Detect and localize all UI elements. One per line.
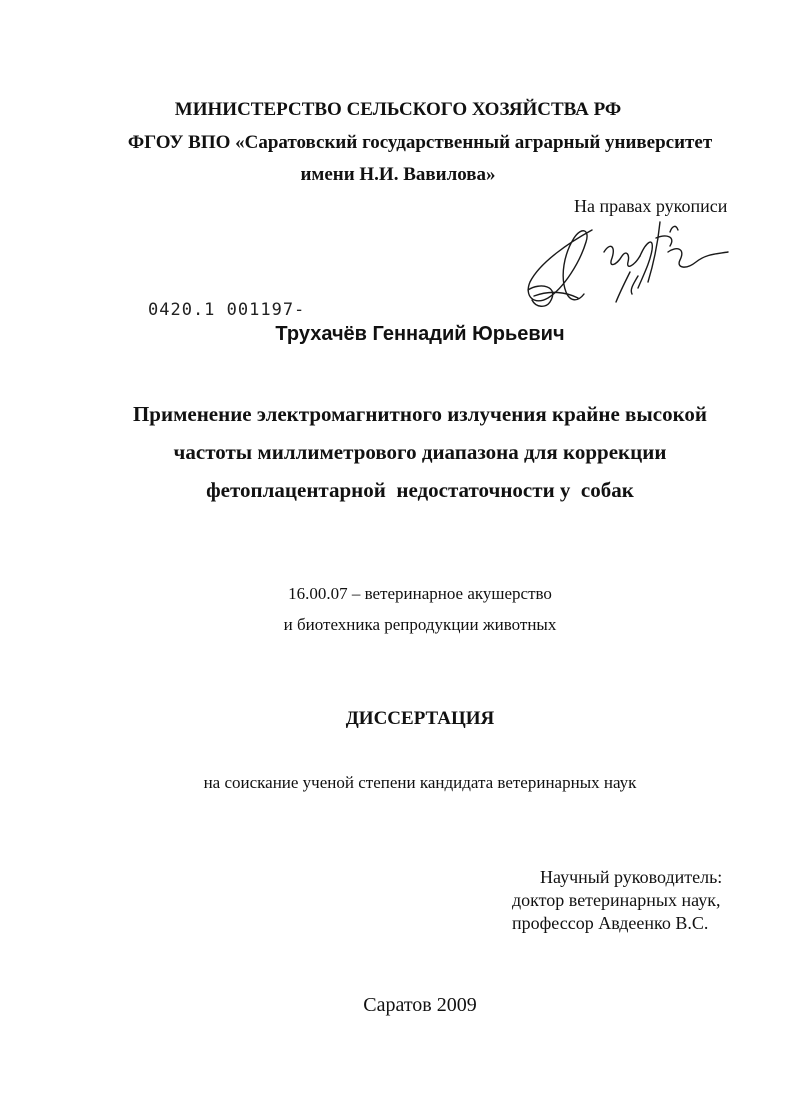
city-year: Саратов 2009 bbox=[363, 994, 477, 1016]
document-type: ДИССЕРТАЦИЯ bbox=[345, 708, 495, 729]
title-line-1: Применение электромагнитного излучения крайне высокой bbox=[132, 402, 708, 426]
degree-sought: на соискание ученой степени кандидата ветеринарных наук bbox=[203, 773, 637, 792]
ministry-heading: МИНИСТЕРСТВО СЕЛЬСКОГО ХОЗЯЙСТВА РФ bbox=[174, 99, 622, 120]
manuscript-note: На правах рукописи bbox=[574, 196, 728, 216]
title-line-2: частоты миллиметрового диапазона для коррекции bbox=[173, 440, 667, 464]
author-name: Трухачёв Геннадий Юрьевич bbox=[275, 323, 565, 345]
specialty-line-1: 16.00.07 – ветеринарное акушерство bbox=[288, 584, 552, 603]
title-line-3: фетоплацентарной недостаточности у собак bbox=[206, 478, 634, 502]
supervisor-name: профессор Авдеенко В.С. bbox=[512, 913, 709, 933]
specialty-line-2: и биотехника репродукции животных bbox=[283, 615, 557, 634]
supervisor-label: Научный руководитель: bbox=[540, 867, 723, 887]
catalog-number: 0420.1 001197- bbox=[148, 300, 306, 320]
supervisor-block bbox=[512, 866, 722, 935]
university-line-1: ФГОУ ВПО «Саратовский государственный аграрный университет bbox=[127, 132, 713, 153]
supervisor-degree: доктор ветеринарных наук, bbox=[512, 890, 721, 910]
university-line-2: имени Н.И. Вавилова» bbox=[300, 164, 496, 185]
handwritten-signature bbox=[520, 212, 740, 317]
